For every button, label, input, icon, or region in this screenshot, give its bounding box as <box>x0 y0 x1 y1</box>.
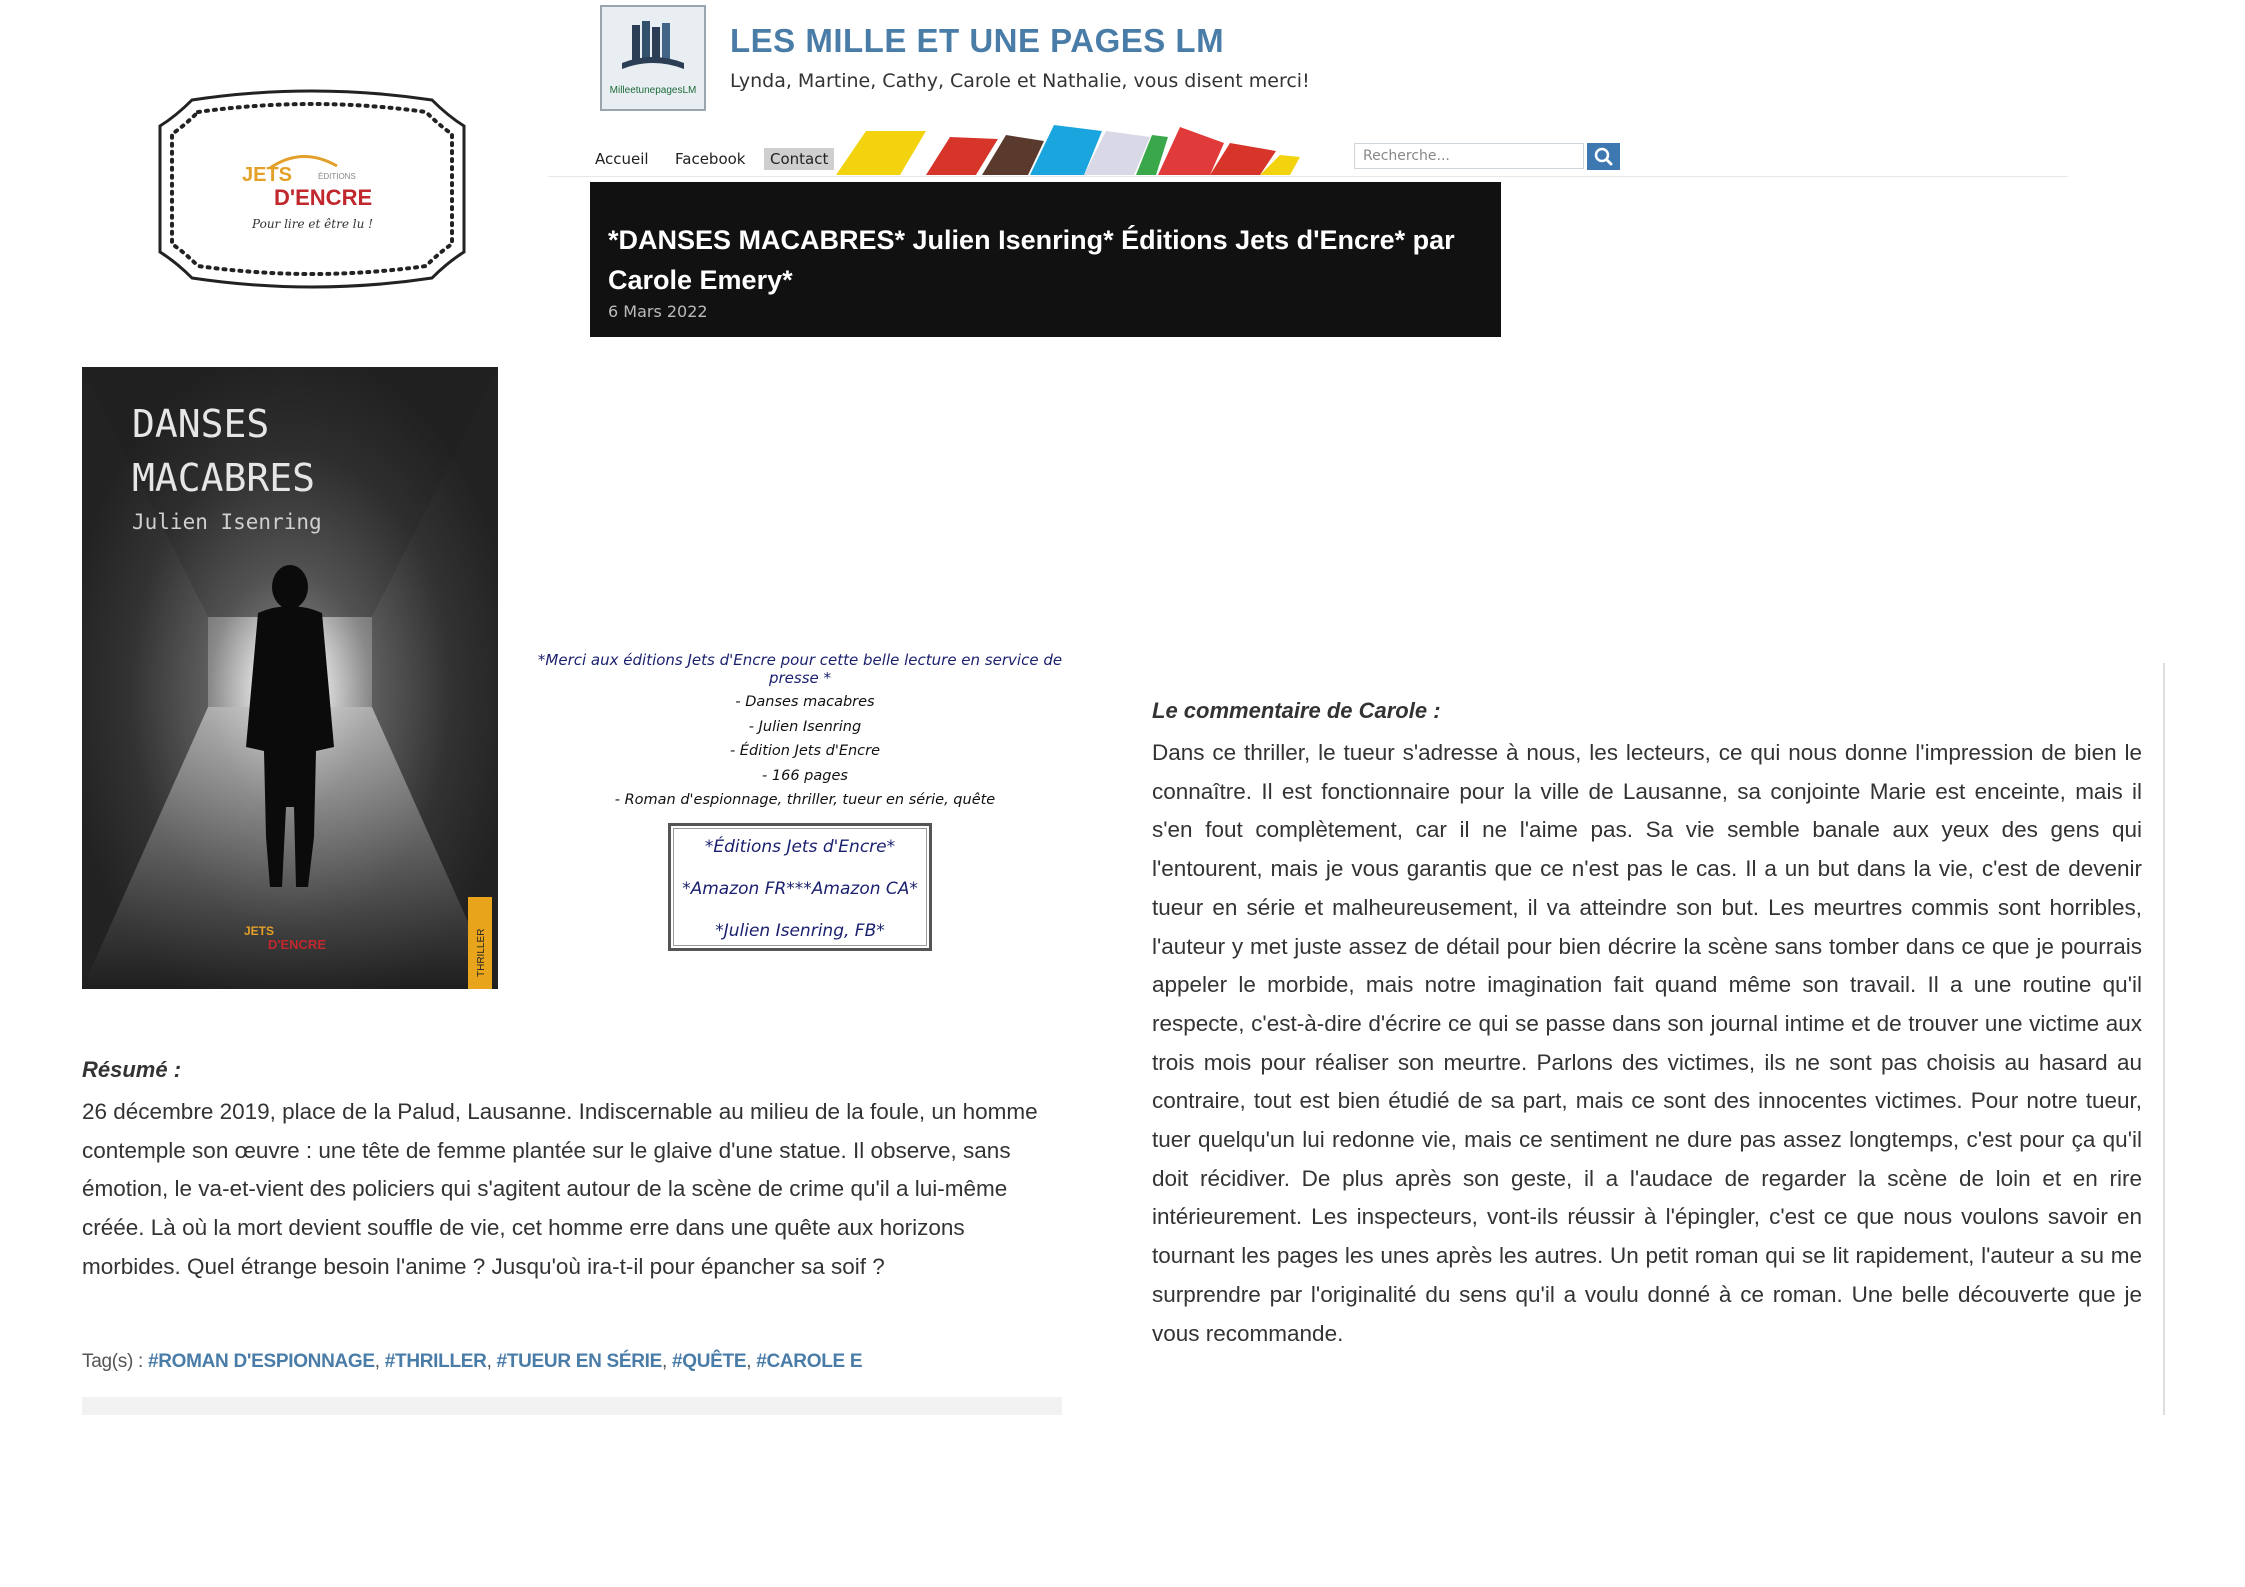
detail-genres: - Roman d'espionnage, thriller, tueur en série, quête <box>614 792 996 808</box>
post-header <box>590 182 1501 337</box>
cover-title-line2: MACABRES <box>132 456 316 500</box>
commentary-text: Dans ce thriller, le tueur s'adresse à nous, les lecteurs, ce qui nous donne l'impression de bien le connaître. Il est fonctionnaire pour la ville de Lausanne, sa conjointe Marie est enceinte, mais il s'en fout complètement, car il ne l'aime pas. Sa vie semble banale aux yeux des gens qui l'entourent, mais je vous garantis que ce n'est pas le cas. Il a un but dans la vie, c'est de devenir tueur en série et malheureusement, il va atteindre son but. Les meurtres commis sont horribles, l'auteur y met juste assez de détail pour bien décrire la scène sans tomber dans ce que je pourrais appeler le morbide, mais notre imagination fait quand même son travail. Il a une routine qu'il respecte, c'est-à-dire d'écrire ce qui se passe dans son journal intime et de trouver une victime aux trois mois pour réaliser son meurtre. Parlons des victimes, ils ne sont pas choisis au hasard au contraire, tout est bien étudié de sa part, mais ce sont des innocentes victimes. Pour notre tueur, tuer quelqu'un lui redonne vie, mais ce sentiment ne dure pas assez longtemps, c'est pour ça qu'il doit récidiver. De plus après son geste, il a l'audace de regarder la scène de loin et en rire intérieurement. Les inspecteurs, vont-ils réussir à l'épingler, c'est ce que nous voulons savoir en tournant les pages les unes après les autres. Un petit roman qui se lit rapidement, l'auteur a su me surprendre par l'originalité du sens qu'il a voulu donné à ce roman. Une belle découverte que je vous recommande. <box>1152 740 2142 1346</box>
resume-heading: Résumé : <box>82 1057 182 1082</box>
detail-author: - Julien Isenring <box>748 718 862 735</box>
detail-pages: - 166 pages <box>762 767 848 784</box>
tag-roman-espionnage[interactable]: #ROMAN D'ESPIONNAGE <box>147 1351 375 1372</box>
book-cover-art <box>82 367 498 989</box>
tags-line: Tag(s) : #ROMAN D'ESPIONNAGE, #THRILLER, #TUEUR EN SÉRIE, #QUÊTE, #CAROLE E <box>82 1351 863 1372</box>
cover-title-line1: DANSES <box>132 402 270 446</box>
badge-jets: JETS <box>242 164 293 186</box>
post-title[interactable]: *DANSES MACABRES* Julien Isenring* Éditions Jets d'Encre* par Carole Emery* <box>608 225 1455 295</box>
detail-title: - Danses macabres <box>735 694 875 710</box>
publisher-badge-frame <box>152 88 472 290</box>
nav-contact[interactable]: Contact <box>764 148 834 170</box>
press-thanks-note: *Merci aux éditions Jets d'Encre pour cette belle lecture en service de presse * <box>537 651 1063 687</box>
link-publisher[interactable]: *Éditions Jets d'Encre* <box>704 837 896 857</box>
badge-editions: ÉDITIONS <box>318 172 356 181</box>
nav-home[interactable]: Accueil <box>595 150 649 168</box>
badge-dencre: D'ENCRE <box>274 185 373 210</box>
search-input[interactable] <box>1355 144 1591 168</box>
site-logo-text: MilleetunepagesLM <box>609 85 697 96</box>
post-date: 6 Mars 2022 <box>608 302 708 321</box>
books-decoration-icon <box>830 121 1360 177</box>
badge-slogan: Pour lire et être lu ! <box>252 217 373 231</box>
resume-text: 26 décembre 2019, place de la Palud, Lausanne. Indiscernable au milieu de la foule, un homme contemple son œuvre : une tête de femme plantée sur le glaive d'une statue. Il observe, sans émotion, le va-et-vient des policiers qui s'agitent autour de la scène de crime qu'il a lui-même créée. Là où la mort devient souffle de vie, cet homme erre dans une quête aux horizons morbides. Quel étrange besoin l'anime ? Jusqu'où ira-t-il pour épancher sa soif ? <box>82 1099 1038 1279</box>
book-cover-image[interactable] <box>82 367 498 989</box>
book-details <box>560 690 1050 813</box>
books-logo-icon <box>602 7 704 109</box>
commentary-heading: Le commentaire de Carole : <box>1152 698 1441 723</box>
search-icon <box>1587 143 1620 170</box>
cover-publisher-dencre: D'ENCRE <box>268 937 326 952</box>
resume-bottom-bar <box>82 1397 1062 1415</box>
nav-facebook[interactable]: Facebook <box>675 150 746 168</box>
tag-carole-e[interactable]: #CAROLE E <box>756 1351 863 1372</box>
cover-genre: THRILLER <box>476 928 487 977</box>
books-banner-decoration <box>830 121 1360 177</box>
search-button[interactable] <box>1587 143 1620 170</box>
publisher-badge <box>152 88 472 290</box>
site-tagline: Lynda, Martine, Cathy, Carole et Nathalie, vous disent merci! <box>730 70 1310 92</box>
search-box <box>1354 143 1584 169</box>
cover-author: Julien Isenring <box>132 510 322 534</box>
tag-quete[interactable]: #QUÊTE <box>672 1351 747 1372</box>
link-amazon[interactable]: *Amazon FR***Amazon CA* <box>682 879 918 899</box>
site-title[interactable]: LES MILLE ET UNE PAGES LM <box>730 22 1225 59</box>
tags-label: Tag(s) : <box>82 1351 148 1372</box>
tag-thriller[interactable]: #THRILLER <box>384 1351 487 1372</box>
cover-publisher-jets: JETS <box>244 924 275 938</box>
external-links-box <box>668 823 932 951</box>
link-author-facebook[interactable]: *Julien Isenring, FB* <box>715 921 885 941</box>
site-logo[interactable] <box>600 5 706 111</box>
detail-publisher: - Édition Jets d'Encre <box>729 743 881 759</box>
tag-tueur-en-serie[interactable]: #TUEUR EN SÉRIE <box>496 1351 663 1372</box>
commentary-divider <box>2163 663 2165 1415</box>
